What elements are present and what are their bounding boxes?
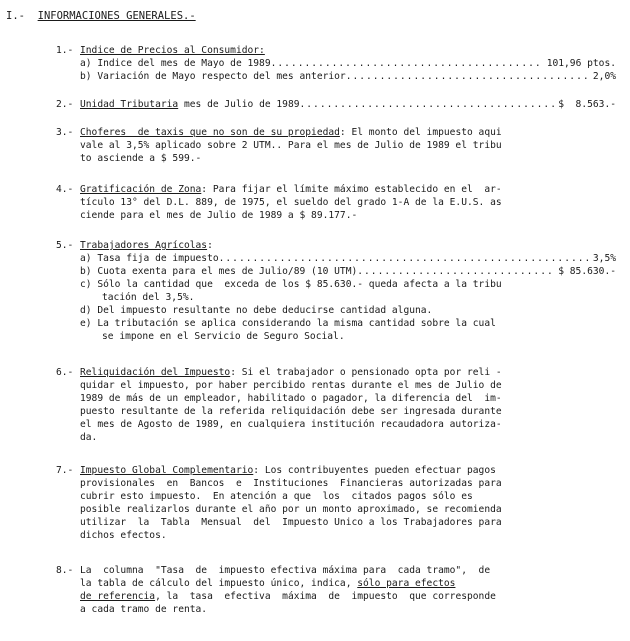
item-1-cpi bbox=[56, 44, 616, 83]
section-heading bbox=[6, 10, 196, 23]
cpi-index-row: a) Indice del mes de Mayo de 1989 ..... 101,96 ptos. bbox=[56, 57, 616, 70]
cpi-variation-value: 2,0% bbox=[592, 71, 616, 82]
fixed-rate-row: a) Tasa fija de impuesto ..... 3,5% bbox=[56, 252, 616, 265]
item-2-tax-unit: 2.- Unidad Tributaria mes de Julio de 1989 ..... $ 8.563.- bbox=[56, 98, 616, 111]
item-title: Reliquidación del Impuesto bbox=[80, 367, 231, 378]
item-title: Trabajadores Agrícolas bbox=[80, 240, 208, 251]
cpi-variation-row: b) Variación de Mayo respecto del mes anterior ..... 2,0% bbox=[56, 70, 616, 83]
item-3-taxi-drivers: 3.- Choferes de taxis que no son de su propiedad: El monto del impuesto aqui vale al 3,5% aplicado sobre 2 UTM.. Para el mes de Julio de 1989 el tribu to asciende a $ 599.- bbox=[56, 127, 502, 164]
item-number: 7.- bbox=[56, 465, 74, 476]
item-number: 8.- bbox=[56, 565, 74, 576]
item-5-agricultural-workers: 5.- Trabajadores Agrícolas: a) Tasa fija de impuesto ..... 3,5% b) Cuota exenta para el mes de Julio/89 (10 UTM) ..... $ 85.630.- c) Sólo la cantidad que exceda de los $ 85.630.- queda afecta a la tribu tación del 3,5%. d) Del impuesto resultante no debe deducirse cantidad alguna. e) La tributación se aplica considerando la misma cantidad sobre la cual se impone en el Servicio de Seguro Social. bbox=[56, 239, 616, 343]
item-number: 2.- bbox=[56, 99, 74, 110]
heading-number: I.- bbox=[6, 10, 25, 22]
item-number: 6.- bbox=[56, 367, 74, 378]
item-title: Choferes de taxis que no son de su propiedad bbox=[80, 127, 340, 138]
item-number: 4.- bbox=[56, 184, 74, 195]
item-number: 5.- bbox=[56, 240, 74, 251]
item-title: Unidad Tributaria bbox=[80, 99, 179, 110]
item-title: Impuesto Global Complementario bbox=[80, 465, 254, 476]
tax-unit-value: $ 8.563.- bbox=[558, 99, 616, 110]
item-number: 1.- bbox=[56, 45, 74, 56]
item-8-effective-rate: 8.- La columna "Tasa de impuesto efectiva máxima para cada tramo", de la tabla de cálculo del impuesto único, indica, sólo para efectos de referencia, la tasa efectiva máxima de impuesto que corresponde a cada tramo de renta. bbox=[56, 565, 496, 615]
fixed-rate-value: 3,5% bbox=[592, 253, 616, 264]
item-6-reliquidation: 6.- Reliquidación del Impuesto: Si el trabajador o pensionado opta por reli - quidar el impuesto, por haber percibido rentas durante el mes de Julio de 1989 de más de un empleador, habilitado o pagador, la diferencia del im- puesto resultante de la referida reliquidación debe ser ingresada durante el mes de Agosto de 1989, en cualquiera institución recaudadora autoriza- da. bbox=[56, 367, 502, 443]
item-7-global-tax: 7.- Impuesto Global Complementario: Los contribuyentes pueden efectuar pagos provisionales en Bancos e Instituciones Financieras autorizadas para cubrir esto impuesto. En atención a que los citados pagos sólo es posible realizarlos durante el año por un monto aproximado, se recomienda utilizar la Tabla Mensual del Impuesto Unico a los Trabajadores para dichos efectos. bbox=[56, 465, 502, 541]
exempt-quota-value: $ 85.630.- bbox=[558, 266, 616, 277]
item-4-zone-bonus: 4.- Gratificación de Zona: Para fijar el límite máximo establecido en el ar- tículo 13° del D.L. 889, de 1975, el sueldo del grado 1-A de la E.U.S. as ciende para el mes de Julio de 1989 a $ 89.177.- bbox=[56, 184, 502, 221]
item-number: 3.- bbox=[56, 127, 74, 138]
item-title: Gratificación de Zona bbox=[80, 184, 202, 195]
exempt-quota-row: b) Cuota exenta para el mes de Julio/89 (10 UTM) ..... $ 85.630.- bbox=[56, 265, 616, 278]
cpi-index-value: 101,96 ptos. bbox=[546, 58, 616, 69]
item-title: Indice de Precios al Consumidor: bbox=[80, 45, 265, 56]
heading-title: INFORMACIONES GENERALES.- bbox=[37, 10, 196, 22]
